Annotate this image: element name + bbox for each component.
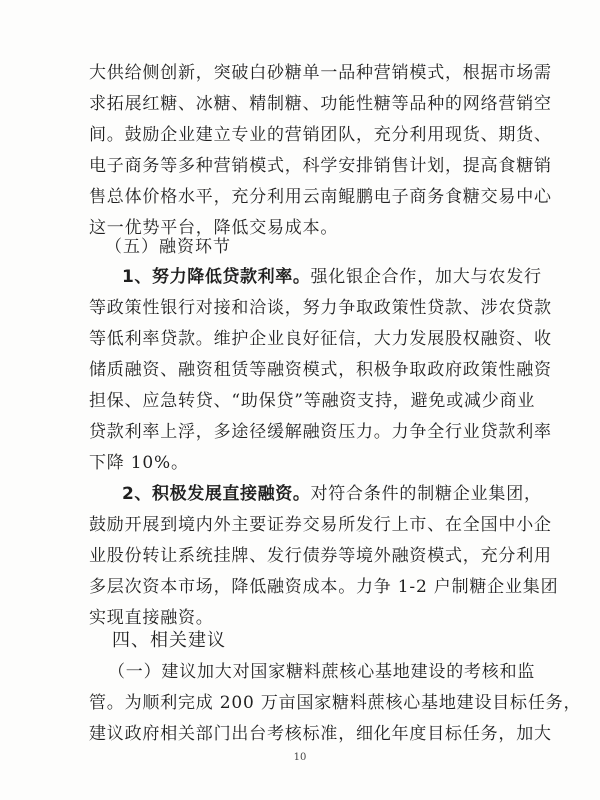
text-line: 间。鼓励企业建立专业的营销团队，充分利用现货、期货、 <box>89 125 552 145</box>
text-line: 管。为顺利完成 200 万亩国家糖料蔗核心基地建设目标任务， <box>89 693 582 713</box>
text-line: 等低利率贷款。维护企业良好征信，大力发展股权融资、收 <box>89 329 552 349</box>
text-line: 下降 10%。 <box>89 453 189 473</box>
item-lead-text: 强化银企合作，加大与农发行 <box>310 267 542 287</box>
item-lead-text: 对符合条件的制糖企业集团， <box>310 484 542 504</box>
text-line: 建议政府相关部门出台考核标准，细化年度目标任务，加大 <box>89 724 552 744</box>
text-line: 担保、应急转贷、“助保贷”等融资支持，避免或减少商业 <box>89 391 536 411</box>
text-line: 实现直接融资。 <box>89 608 214 628</box>
text-line: 求拓展红糖、冰糖、精制糖、功能性糖等品种的网络营销空 <box>89 94 552 114</box>
item-title: 2、积极发展直接融资。 <box>122 484 311 504</box>
text-line-lead <box>122 479 542 509</box>
section-heading-suggestions: 四、相关建议 <box>112 630 226 651</box>
text-line-lead <box>122 262 542 292</box>
text-line: 鼓励开展到境内外主要证券交易所发行上市、在全国中小企 <box>89 515 552 535</box>
text-line-lead: （一）建议加大对国家糖料蔗核心基地建设的考核和监 <box>108 662 536 682</box>
text-line: 大供给侧创新，突破白砂糖单一品种营销模式，根据市场需 <box>89 63 552 83</box>
text-line: 电子商务等多种营销模式，科学安排销售计划，提高食糖销 <box>89 156 552 176</box>
text-line: 储质融资、融资租赁等融资模式，积极争取政府政策性融资 <box>89 360 552 380</box>
text-line: 这一优势平台，降低交易成本。 <box>89 218 339 238</box>
text-line: 等政策性银行对接和洽谈，努力争取政策性贷款、涉农贷款 <box>89 298 552 318</box>
text-line: 售总体价格水平，充分利用云南鲲鹏电子商务食糖交易中心 <box>89 187 552 207</box>
section-heading-financing: （五）融资环节 <box>105 237 231 257</box>
text-line: 多层次资本市场，降低融资成本。力争 1-2 户制糖企业集团 <box>89 577 559 597</box>
text-line: 贷款利率上浮，多途径缓解融资压力。力争全行业贷款利率 <box>89 422 552 442</box>
page-number: 10 <box>293 752 307 763</box>
text-line: 业股份转让系统挂牌、发行债券等境外融资模式，充分利用 <box>89 546 552 566</box>
item-title: 1、努力降低贷款利率。 <box>122 267 311 287</box>
